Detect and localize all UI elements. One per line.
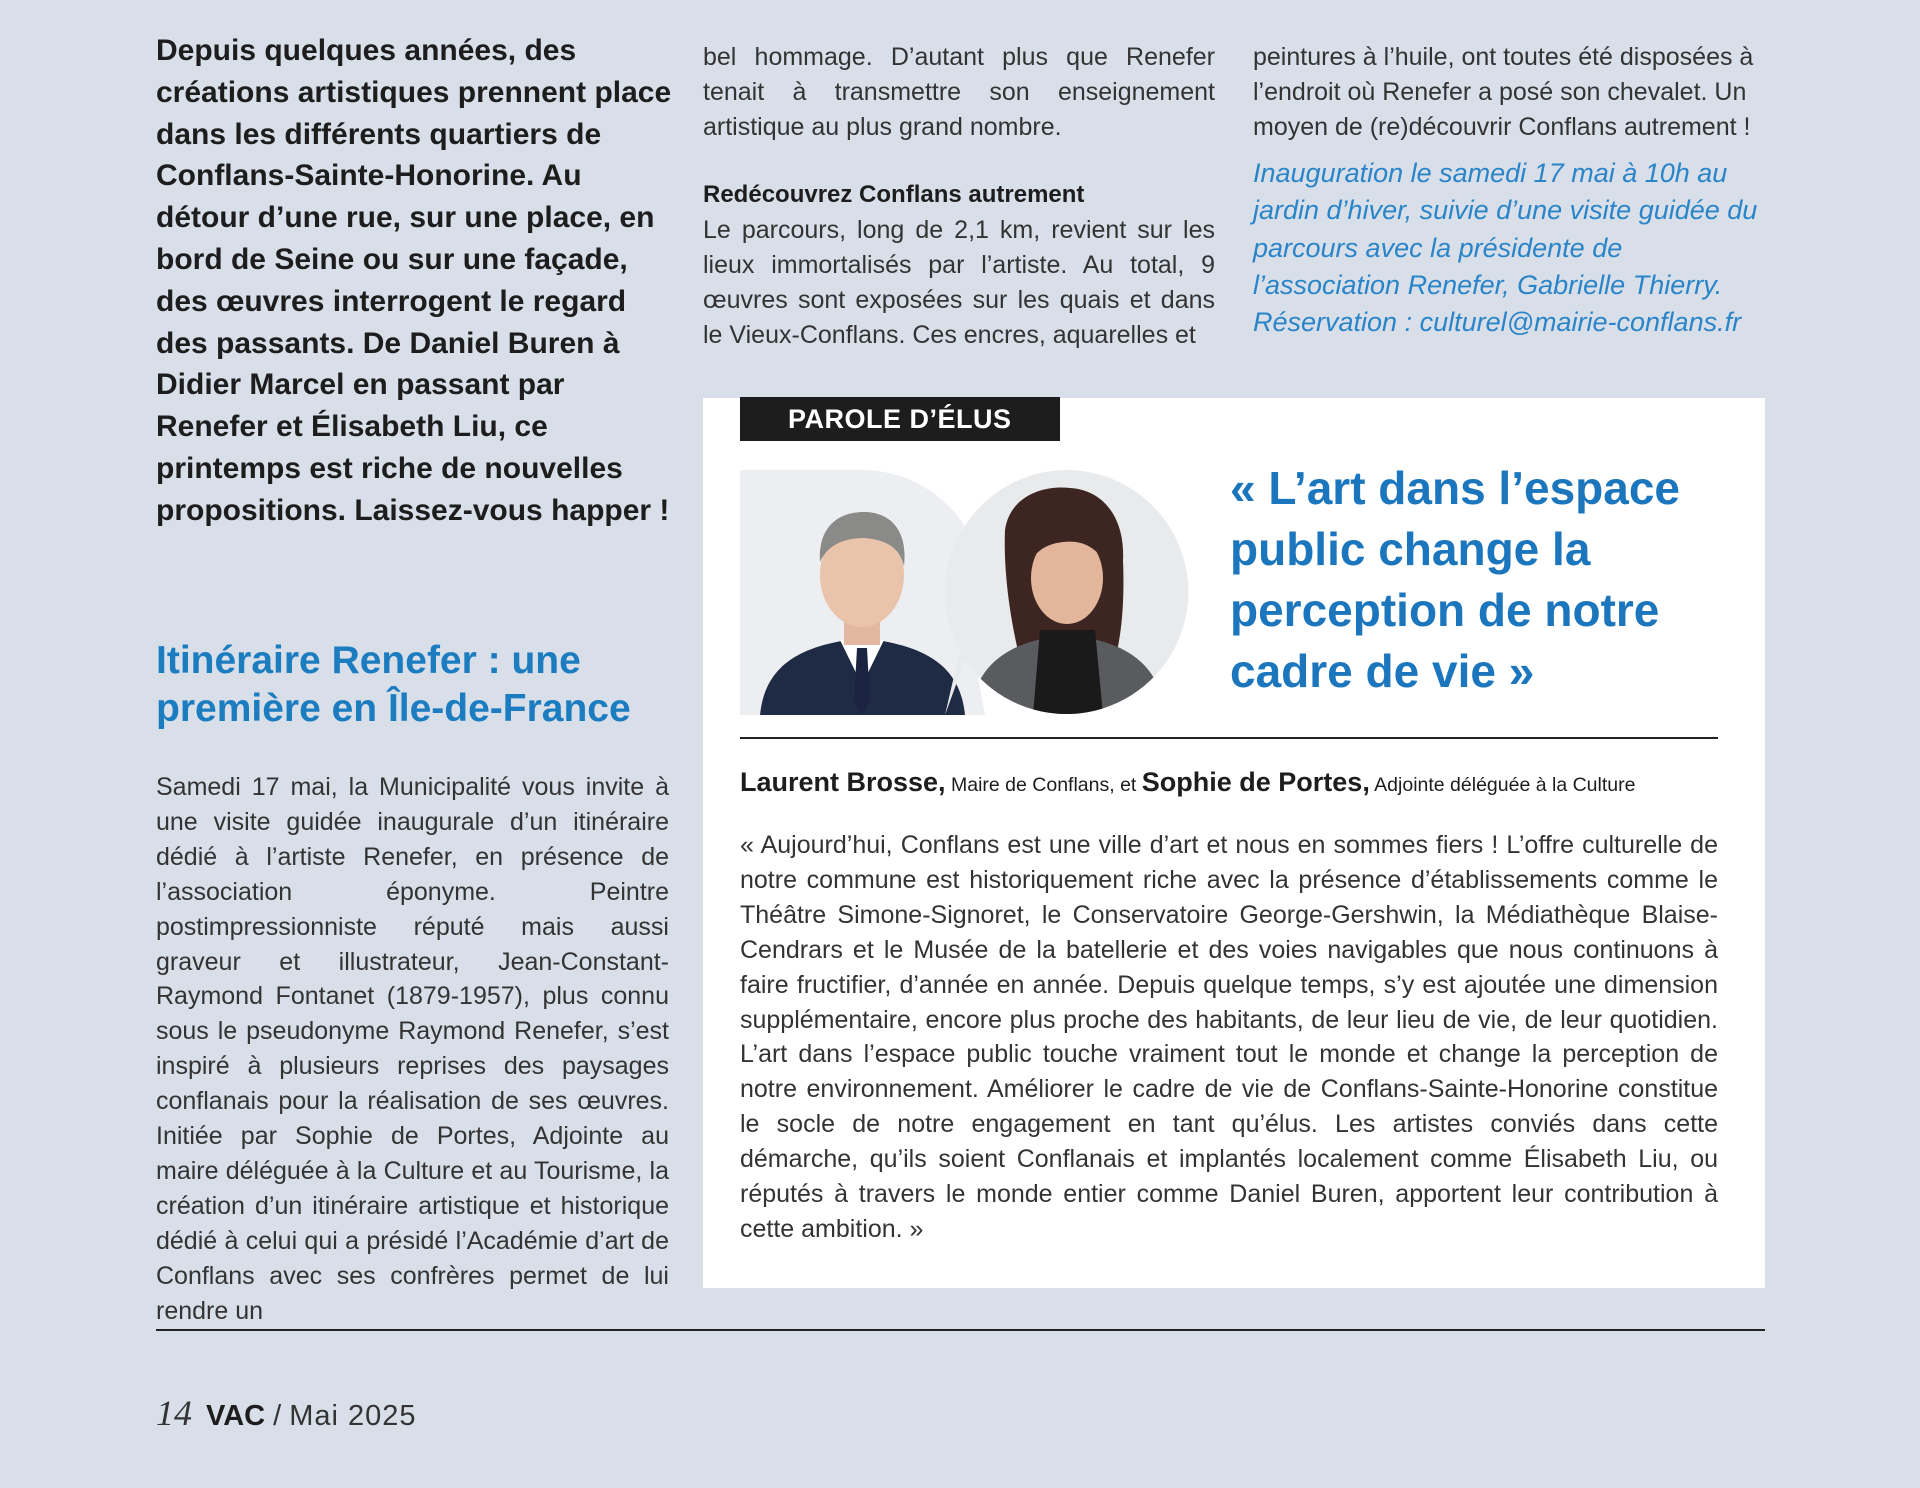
- reservation-email[interactable]: Réservation : culturel@mairie-conflans.fr: [1253, 307, 1742, 338]
- footer-separator: /: [273, 1400, 282, 1432]
- footer-divider: [156, 1329, 1765, 1331]
- magazine-name: VAC: [206, 1400, 266, 1432]
- article-body-column-2: Le parcours, long de 2,1 km, revient sur les lieux immortalisés par l’artiste. Au total, 9 œuvres sont exposées sur les quais et dans le Vieux-Conflans. Ces encres, aquarelles et: [703, 216, 1215, 349]
- person-2-name: Sophie de Portes,: [1141, 767, 1370, 797]
- page-footer: [156, 1392, 417, 1434]
- quote-card: [703, 398, 1765, 1288]
- article-body-column-2-continued: bel hommage. D’autant plus que Renefer tenait à transmettre son enseignement artistique au plus grand nombre.: [703, 43, 1215, 141]
- event-info: [1253, 155, 1773, 341]
- intro-lead: Depuis quelques années, des créations artistiques prennent place dans les différents quartiers de Conflans-Sainte-Honorine. Au détour d’une rue, sur une place, en bord de Seine ou sur une façade, des œuvres interrogent le regard des passants. De Daniel Buren à Didier Marcel en passant par Renefer et Élisabeth Liu, ce printemps est riche de nouvelles propositions. Laissez-vous happer !: [156, 34, 672, 527]
- person-2-role: Adjointe déléguée à la Culture: [1374, 774, 1636, 796]
- article-body-column-1: Samedi 17 mai, la Municipalité vous invite à une visite guidée inaugurale d’un itinéraire dédié à l’artiste Renefer, en présence de l’association éponyme. Peintre postimpressionniste réputé mais aussi graveur et illustrateur, Jean-Constant-Raymond Fontanet (1879-1957), plus connu sous le pseudonyme Raymond Renefer, s’est inspiré à plusieurs reprises des paysages conflanais pour la réalisation de ses œuvres. Initiée par Sophie de Portes, Adjointe au maire déléguée à la Culture et au Tourisme, la création d’un itinéraire artistique et historique dédié à celui qui a présidé l’Académie d’art de Conflans avec ses confrères permet de lui rendre un: [156, 773, 669, 1325]
- subheading: Redécouvrez Conflans autrement: [703, 181, 1085, 208]
- portrait-sophie-de-portes: [945, 470, 1190, 715]
- event-info-text: Inauguration le samedi 17 mai à 10h au jardin d’hiver, suivie d’une visite guidée du parcours avec la présidente de l’association Renefer, Gabrielle Thierry.: [1253, 158, 1758, 300]
- divider: [740, 737, 1718, 739]
- page-number: 14: [156, 1393, 192, 1433]
- person-1-role: Maire de Conflans, et: [950, 774, 1137, 796]
- section-title: Itinéraire Renefer : une première en Île-de-France: [156, 639, 631, 730]
- issue-date: Mai 2025: [289, 1400, 417, 1432]
- article-body-column-3: peintures à l’huile, ont toutes été disposées à l’endroit où Renefer a posé son chevalet. Un moyen de (re)découvrir Conflans autrement !: [1253, 43, 1754, 141]
- person-1-name: Laurent Brosse,: [740, 767, 946, 797]
- quote-text: « Aujourd’hui, Conflans est une ville d’art et nous en sommes fiers ! L’offre culturelle de notre commune est historiquement riche avec la présence d’établissements comme le Théâtre Simone-Signoret, le Conservatoire George-Gershwin, la Médiathèque Blaise-Cendrars et le Musée de la batellerie et des voies navigables que nous continuons à faire fructifier, d’année en année. Depuis quelque temps, s’y est ajoutée une dimension supplémentaire, encore plus proche des habitants, de leur lieu de vie, de leur quotidien. L’art dans l’espace public touche vraiment tout le monde et change la perception de notre environnement. Améliorer le cadre de vie de Conflans-Sainte-Honorine constitue le socle de notre engagement en tant qu’élus. Les artistes conviés dans cette démarche, qu’ils soient Conflanais et implantés localement comme Élisabeth Liu, ou réputés à travers le monde entier comme Daniel Buren, apportent leur contribution à cette ambition. »: [740, 831, 1718, 1243]
- quote-headline: « L’art dans l’espace public change la perception de notre cadre de vie »: [1230, 462, 1681, 697]
- section-label: PAROLE D’ÉLUS: [740, 397, 1060, 441]
- quote-attribution: [740, 765, 1740, 802]
